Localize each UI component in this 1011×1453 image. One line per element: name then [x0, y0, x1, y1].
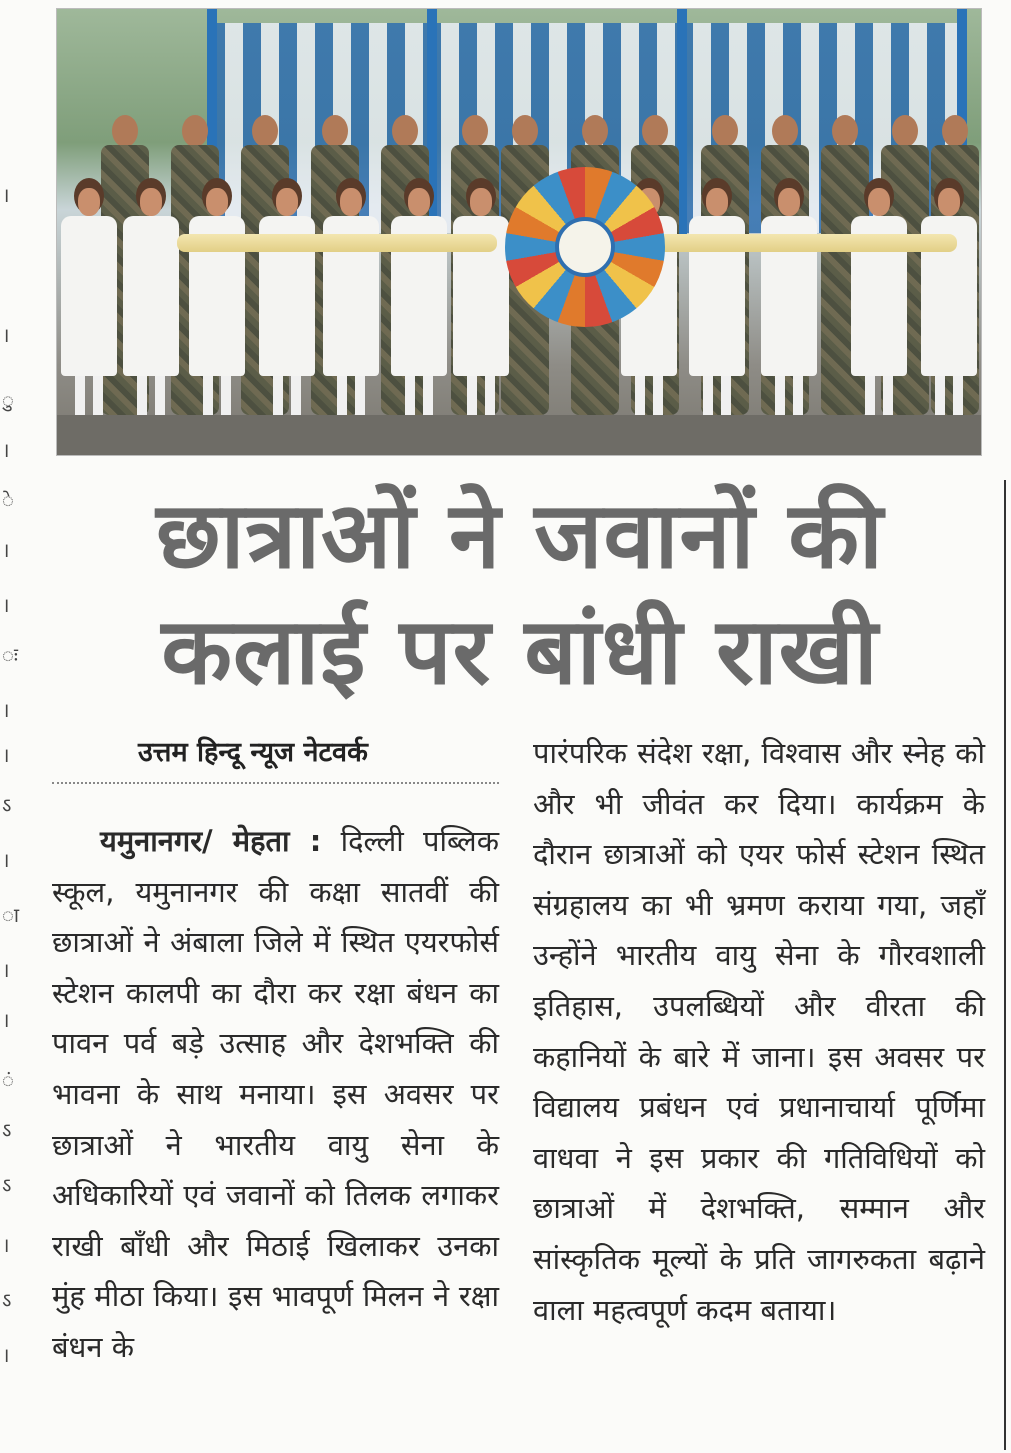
- gutter-fragment: ।: [2, 848, 10, 872]
- gutter-fragment: ।: [2, 323, 10, 347]
- photo-student: [185, 178, 249, 433]
- photo-rakhi-band: [177, 234, 497, 252]
- gutter-fragment: ऽ: [2, 1288, 12, 1312]
- gutter-fragment: ऽ: [2, 793, 12, 817]
- gutter-fragment: ।: [2, 698, 10, 722]
- photo-student: [57, 178, 121, 433]
- article-photo: [56, 8, 982, 456]
- photo-student: [847, 178, 911, 433]
- gutter-fragment: ।: [2, 1343, 10, 1367]
- photo-giant-rakhi: [505, 167, 665, 327]
- article-column-left: [52, 728, 499, 1373]
- gutter-fragment: ।: [2, 1233, 10, 1257]
- headline-line-2: कलाई पर बांधी राखी: [161, 598, 879, 705]
- previous-column-fragments: [0, 0, 18, 1453]
- gutter-fragment: ऽ: [2, 1118, 12, 1142]
- gutter-fragment: ।: [2, 538, 10, 562]
- photo-student: [685, 178, 749, 433]
- gutter-fragment: ा: [2, 903, 20, 927]
- gutter-fragment: ।: [2, 593, 10, 617]
- photo-student: [449, 178, 513, 433]
- photo-student: [119, 178, 183, 433]
- gutter-fragment: ।: [2, 438, 10, 462]
- column-rule: [1004, 480, 1006, 1450]
- byline-divider: [52, 782, 499, 784]
- photo-student: [255, 178, 319, 433]
- photo-student: [387, 178, 451, 433]
- headline-line-1: छात्राओं ने जवानों की: [156, 482, 884, 589]
- headline: [60, 476, 980, 708]
- photo-rakhi-band: [657, 234, 957, 252]
- gutter-fragment: ।: [2, 1008, 10, 1032]
- photo-ground: [57, 415, 981, 455]
- gutter-fragment: े: [2, 488, 14, 512]
- gutter-fragment: ऽ: [2, 1173, 12, 1197]
- gutter-fragment: ।: [2, 958, 10, 982]
- photo-student: [757, 178, 821, 433]
- dateline: यमुनानगर/ मेहता :: [100, 824, 322, 858]
- gutter-fragment: ः: [2, 643, 18, 667]
- article-paragraph-right: पारंपरिक संदेश रक्षा, विश्वास और स्नेह को और भी जीवंत कर दिया। कार्यक्रम के दौरान छात्राओं को एयर फोर्स स्टेशन स्थित संग्रहालय का भी भ्रमण कराया गया, जहाँ उन्होंने भारतीय वायु सेना के गौरवशाली इतिहास, उपलब्धियों और वीरता की कहानियों के बारे में जाना। इस अवसर पर विद्यालय प्रबंधन एवं प्रधानाचार्या पूर्णिमा वाधवा ने इस प्रकार की गतिविधियों को छात्राओं में देशभक्ति, सम्मान और सांस्कृतिक मूल्यों के प्रति जागरुकता बढ़ाने वाला महत्वपूर्ण कदम बताया।: [533, 736, 985, 1327]
- gutter-fragment: ।: [2, 183, 10, 207]
- photo-student: [917, 178, 981, 433]
- byline: उत्तम हिन्दू न्यूज नेटवर्क: [138, 737, 368, 768]
- gutter-fragment: ।: [2, 743, 10, 767]
- photo-student: [319, 178, 383, 433]
- article-paragraph-left: [52, 816, 499, 1373]
- gutter-fragment: ं: [2, 1068, 14, 1092]
- body-text-left: दिल्ली पब्लिक स्कूल, यमुनानगर की कक्षा सातवीं की छात्राओं ने अंबाला जिले में स्थित एयरफोर्स स्टेशन कालपी का दौरा कर रक्षा बंधन का पावन पर्व बड़े उत्साह और देशभक्ति की भावना के साथ मनाया। इस अवसर पर छात्राओं ने भारतीय वायु सेना के अधिकारियों एवं जवानों को तिलक लगाकर राखी बाँधी और मिठाई खिलाकर उनका मुंह मीठा किया। इस भावपूर्ण मिलन ने रक्षा बंधन के: [52, 824, 499, 1364]
- gutter-fragment: ु: [2, 388, 14, 412]
- article-column-right: [533, 728, 985, 1335]
